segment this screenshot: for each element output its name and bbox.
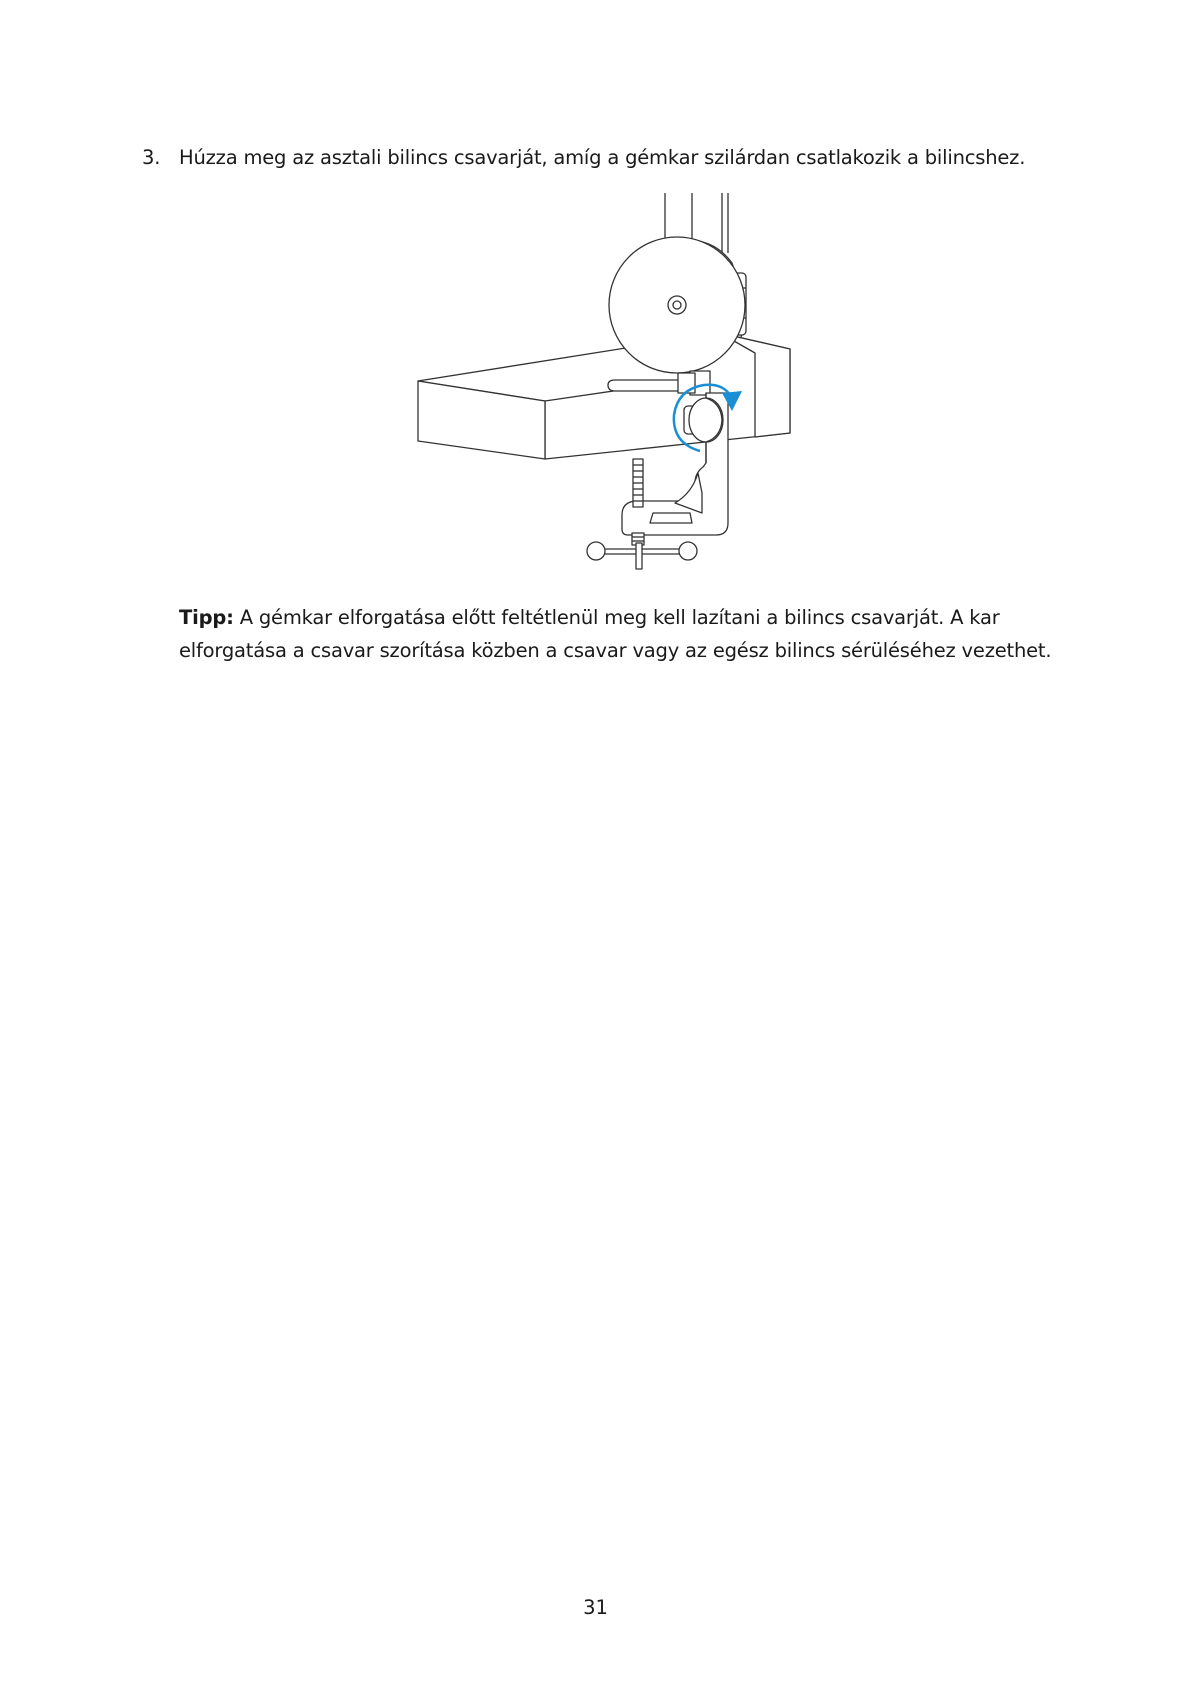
step-text: Húzza meg az asztali bilincs csavarját, amíg a gémkar szilárdan csatlakozik a bilincshez. xyxy=(179,146,1026,169)
tip-note xyxy=(179,601,1079,667)
page-number: 31 xyxy=(583,1596,608,1619)
step-number: 3. xyxy=(142,146,161,169)
tip-label: Tipp: xyxy=(179,606,234,629)
tip-text: A gémkar elforgatása előtt feltétlenül meg kell lazítani a bilincs csavarját. A kar elforgatása a csavar szorítása közben a csavar vagy az egész bilincs sérüléséhez vezethet. xyxy=(179,606,1052,662)
clamp-illustration xyxy=(410,193,810,597)
boom-arm-clamp-figure xyxy=(410,193,810,593)
clamp-top-plate xyxy=(608,380,686,391)
t-handle xyxy=(587,542,697,569)
